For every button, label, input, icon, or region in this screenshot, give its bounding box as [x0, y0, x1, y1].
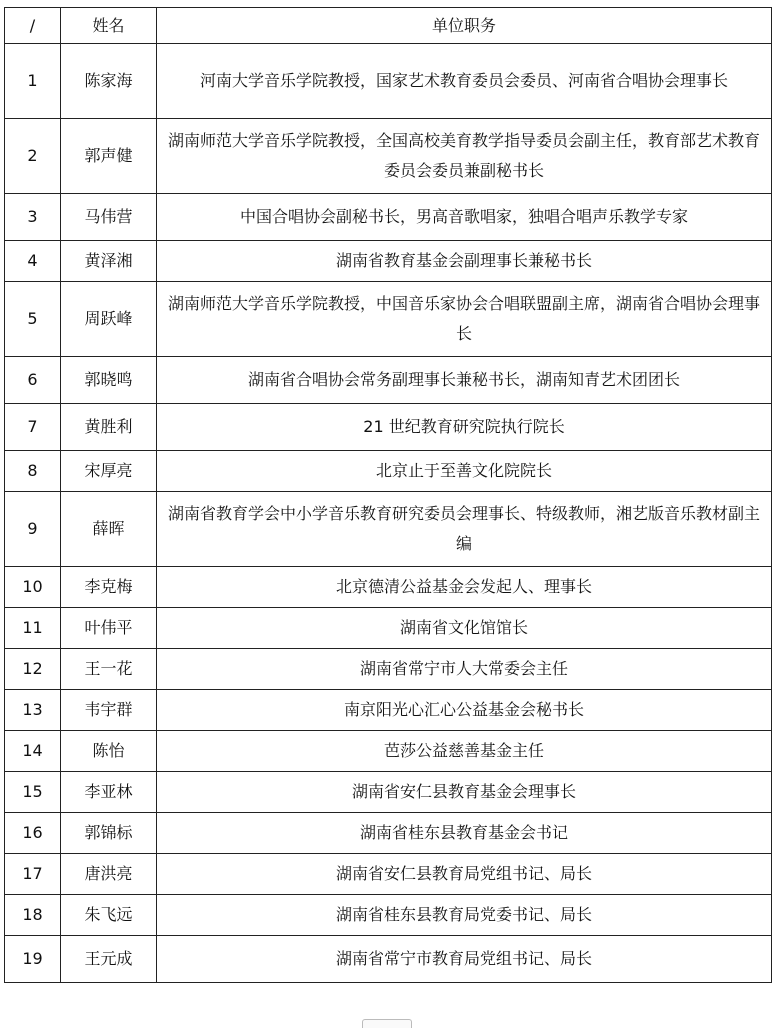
row-name: 黄胜利 — [61, 404, 157, 451]
table-row — [5, 690, 772, 731]
row-position: 湖南省常宁市教育局党组书记、局长 — [157, 936, 772, 983]
row-name: 郭声健 — [61, 119, 157, 194]
row-name: 陈家海 — [61, 44, 157, 119]
row-name: 李亚林 — [61, 772, 157, 813]
row-index: 14 — [5, 731, 61, 772]
table-row — [5, 194, 772, 241]
row-name: 韦宇群 — [61, 690, 157, 731]
header-name: 姓名 — [61, 8, 157, 44]
row-name: 黄泽湘 — [61, 241, 157, 282]
table-row — [5, 492, 772, 567]
row-position: 北京德清公益基金会发起人、理事长 — [157, 567, 772, 608]
row-index: 10 — [5, 567, 61, 608]
header-index: / — [5, 8, 61, 44]
row-position: 中国合唱协会副秘书长，男高音歌唱家，独唱合唱声乐教学专家 — [157, 194, 772, 241]
table-row — [5, 731, 772, 772]
row-index: 7 — [5, 404, 61, 451]
table-row — [5, 119, 772, 194]
row-index: 5 — [5, 282, 61, 357]
row-index: 4 — [5, 241, 61, 282]
row-position: 湖南省桂东县教育基金会书记 — [157, 813, 772, 854]
row-position: 21 世纪教育研究院执行院长 — [157, 404, 772, 451]
row-position: 湖南师范大学音乐学院教授，全国高校美育教学指导委员会副主任，教育部艺术教育委员会委员兼副秘书长 — [157, 119, 772, 194]
table-row — [5, 608, 772, 649]
row-position: 湖南省安仁县教育局党组书记、局长 — [157, 854, 772, 895]
row-name: 叶伟平 — [61, 608, 157, 649]
row-name: 郭晓鸣 — [61, 357, 157, 404]
table-row — [5, 895, 772, 936]
member-table — [4, 7, 772, 983]
row-position: 湖南师范大学音乐学院教授，中国音乐家协会合唱联盟副主席，湖南省合唱协会理事长 — [157, 282, 772, 357]
row-index: 13 — [5, 690, 61, 731]
row-position: 湖南省教育基金会副理事长兼秘书长 — [157, 241, 772, 282]
table-row — [5, 44, 772, 119]
row-name: 薛晖 — [61, 492, 157, 567]
table-row — [5, 772, 772, 813]
row-position: 芭莎公益慈善基金主任 — [157, 731, 772, 772]
row-index: 8 — [5, 451, 61, 492]
row-position: 河南大学音乐学院教授，国家艺术教育委员会委员、河南省合唱协会理事长 — [157, 44, 772, 119]
row-name: 唐洪亮 — [61, 854, 157, 895]
row-name: 王元成 — [61, 936, 157, 983]
row-name: 王一花 — [61, 649, 157, 690]
row-index: 1 — [5, 44, 61, 119]
row-index: 3 — [5, 194, 61, 241]
row-index: 6 — [5, 357, 61, 404]
row-index: 18 — [5, 895, 61, 936]
row-index: 2 — [5, 119, 61, 194]
row-position: 湖南省桂东县教育局党委书记、局长 — [157, 895, 772, 936]
row-index: 12 — [5, 649, 61, 690]
table-row — [5, 813, 772, 854]
table-row — [5, 282, 772, 357]
row-name: 马伟营 — [61, 194, 157, 241]
table-row — [5, 854, 772, 895]
row-name: 陈怡 — [61, 731, 157, 772]
row-index: 19 — [5, 936, 61, 983]
row-index: 9 — [5, 492, 61, 567]
row-name: 周跃峰 — [61, 282, 157, 357]
table-header-row — [5, 8, 772, 44]
row-position: 湖南省教育学会中小学音乐教育研究委员会理事长、特级教师，湘艺版音乐教材副主编 — [157, 492, 772, 567]
row-position: 湖南省文化馆馆长 — [157, 608, 772, 649]
header-position: 单位职务 — [157, 8, 772, 44]
row-name: 宋厚亮 — [61, 451, 157, 492]
table-row — [5, 241, 772, 282]
table-row — [5, 649, 772, 690]
row-position: 湖南省常宁市人大常委会主任 — [157, 649, 772, 690]
row-index: 15 — [5, 772, 61, 813]
row-name: 李克梅 — [61, 567, 157, 608]
table-row — [5, 936, 772, 983]
row-position: 南京阳光心汇心公益基金会秘书长 — [157, 690, 772, 731]
row-position: 湖南省合唱协会常务副理事长兼秘书长，湖南知青艺术团团长 — [157, 357, 772, 404]
table-row — [5, 404, 772, 451]
row-name: 郭锦标 — [61, 813, 157, 854]
row-position: 北京止于至善文化院院长 — [157, 451, 772, 492]
row-index: 16 — [5, 813, 61, 854]
row-index: 11 — [5, 608, 61, 649]
row-position: 湖南省安仁县教育基金会理事长 — [157, 772, 772, 813]
table-row — [5, 451, 772, 492]
table-row — [5, 567, 772, 608]
row-name: 朱飞远 — [61, 895, 157, 936]
table-row — [5, 357, 772, 404]
row-index: 17 — [5, 854, 61, 895]
